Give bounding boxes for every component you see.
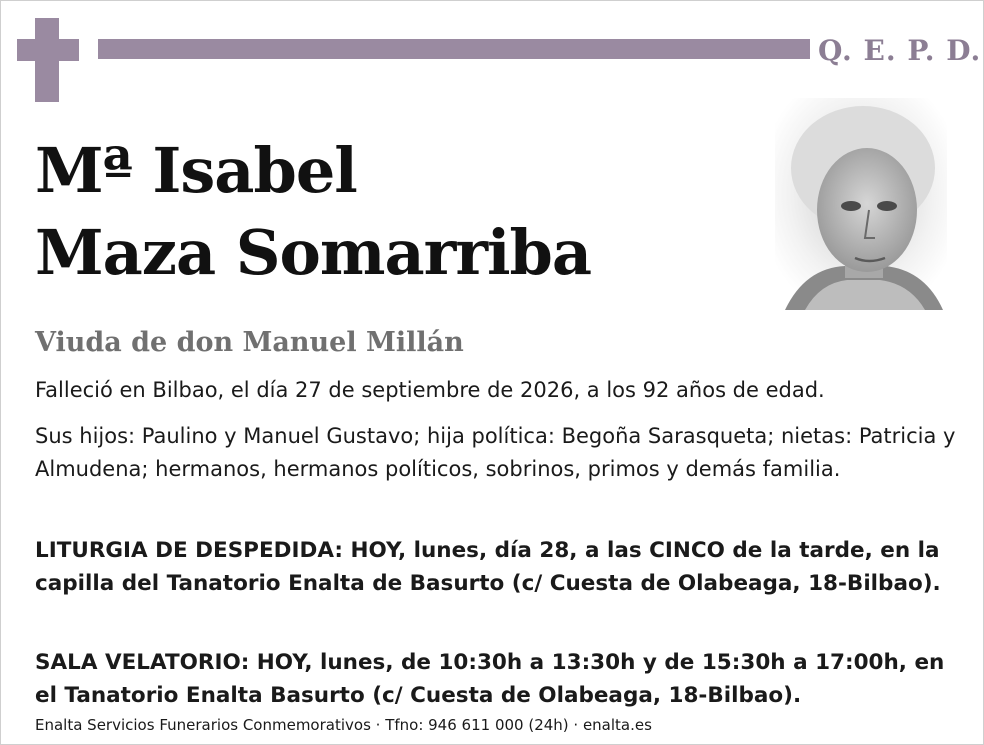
family-list: Sus hijos: Paulino y Manuel Gustavo; hija política: Begoña Sarasqueta; nietas: Patricia y Almudena; hermanos, hermanos políticos, sobrinos, primos y demás familia. [35,424,956,481]
portrait-photo [775,98,947,310]
widow-subtitle: Viuda de don Manuel Millán [35,327,464,358]
cross-icon-arm [17,39,79,61]
name-line-2: Maza Somarriba [35,216,592,289]
liturgy-notice: LITURGIA DE DESPEDIDA: HOY, lunes, día 28, a las CINCO de la tarde, en la capilla del Tanatorio Enalta de Basurto (c/ Cuesta de Olabeaga, 18-Bilbao). [35,538,941,596]
deceased-name [35,130,591,294]
name-line-1: Mª Isabel [35,134,357,207]
qepd-label: Q. E. P. D. [818,34,982,67]
wake-notice: SALA VELATORIO: HOY, lunes, de 10:30h a 13:30h y de 15:30h a 17:00h, en el Tanatorio Enalta Basurto (c/ Cuesta de Olabeaga, 18-Bilbao). [35,650,945,708]
funeral-home-footer: Enalta Servicios Funerarios Conmemorativos · Tfno: 946 611 000 (24h) · enalta.es [35,716,652,734]
header-bar [98,39,810,59]
death-notice: Falleció en Bilbao, el día 27 de septiembre de 2026, a los 92 años de edad. [35,378,825,402]
